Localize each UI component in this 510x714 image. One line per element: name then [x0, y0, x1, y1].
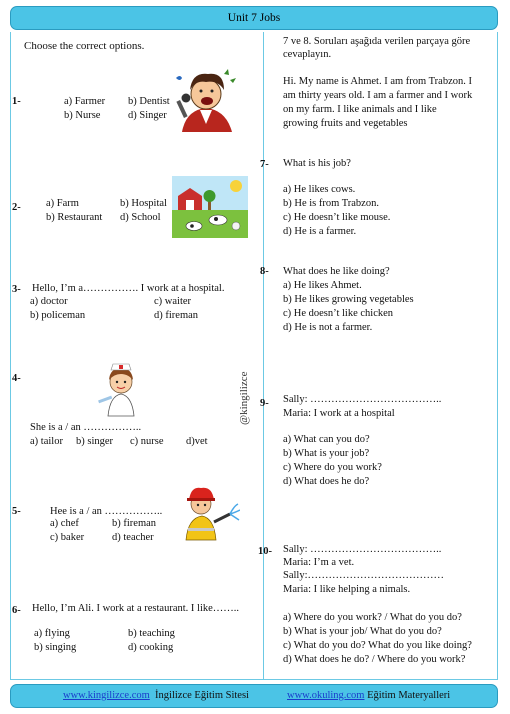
q10-option-d[interactable]: d) What does he do? / Where do you work? — [283, 654, 466, 665]
q10-dialog-line4: Maria: I like helping a nimals. — [283, 584, 411, 595]
singer-icon — [172, 66, 242, 134]
q6-option-c[interactable]: b) teaching — [128, 628, 175, 639]
q5-option-c[interactable]: c) baker — [50, 532, 85, 543]
passage-instruction-line2: cevaplayın. — [283, 49, 332, 60]
q5-number: 5- — [12, 506, 21, 517]
column-divider — [263, 32, 264, 680]
q3-number: 3- — [12, 284, 21, 295]
q6-stem: Hello, I’m Ali. I work at a restaurant. I like…….. — [32, 603, 240, 614]
passage-line-3: on my farm. I like animals and I like — [283, 104, 437, 115]
q1-option-b[interactable]: b) Dentist — [128, 96, 170, 107]
q5-option-a[interactable]: a) chef — [50, 518, 79, 529]
q10-dialog-line1: Sally: ……………………………….. — [283, 544, 442, 555]
q4-stem: She is a / an …………….. — [30, 422, 142, 433]
q1-option-c[interactable]: b) Nurse — [64, 110, 101, 121]
footer-text-1: İngilizce Eğitim Sitesi — [155, 690, 249, 701]
q4-number: 4- — [12, 373, 21, 384]
q4-option-d[interactable]: d)vet — [186, 436, 208, 447]
q10-dialog-line3: Sally:………………………………… — [283, 570, 445, 581]
q6-option-d[interactable]: d) cooking — [128, 642, 174, 653]
q7-number: 7- — [260, 159, 269, 170]
footer-text-2: Eğitim Materyalleri — [367, 690, 451, 701]
footer-left — [63, 685, 249, 707]
q1-option-d[interactable]: d) Singer — [128, 110, 167, 121]
q6-option-a[interactable]: a) flying — [34, 628, 70, 639]
q5-option-b[interactable]: b) fireman — [112, 518, 157, 529]
q9-dialog-line2: Maria: I work at a hospital — [283, 408, 395, 419]
q8-option-a[interactable]: a) He likes Ahmet. — [283, 280, 362, 291]
q8-option-d[interactable]: d) He is not a farmer. — [283, 322, 373, 333]
footer-bar — [10, 684, 498, 708]
q9-option-c[interactable]: c) Where do you work? — [283, 462, 382, 473]
q6-option-b[interactable]: b) singing — [34, 642, 77, 653]
nurse-icon — [98, 362, 144, 418]
q4-option-a[interactable]: a) tailor — [30, 436, 63, 447]
q10-option-c[interactable]: c) What do you do? What do you like doing? — [283, 640, 472, 651]
passage-line-4: growing fruits and vegetables — [283, 118, 408, 129]
q10-dialog-line2: Maria: I’m a vet. — [283, 557, 355, 568]
q3-option-d[interactable]: d) fireman — [154, 310, 199, 321]
q7-option-b[interactable]: b) He is from Trabzon. — [283, 198, 379, 209]
okuling-link[interactable]: www.okuling.com — [287, 690, 365, 701]
footer-right — [287, 685, 450, 707]
q2-option-a[interactable]: a) Farm — [46, 198, 79, 209]
q4-option-b[interactable]: b) singer — [76, 436, 114, 447]
q2-option-c[interactable]: b) Restaurant — [46, 212, 103, 223]
q9-option-a[interactable]: a) What can you do? — [283, 434, 370, 445]
q7-stem: What is his job? — [283, 158, 351, 169]
q10-option-b[interactable]: b) What is your job/ What do you do? — [283, 626, 442, 637]
q3-option-b[interactable]: b) policeman — [30, 310, 86, 321]
q10-option-a[interactable]: a) Where do you work? / What do you do? — [283, 612, 462, 623]
q7-option-c[interactable]: c) He doesn’t like mouse. — [283, 212, 391, 223]
q5-option-d[interactable]: d) teacher — [112, 532, 154, 543]
fireman-icon — [178, 484, 240, 542]
q8-stem: What does he like doing? — [283, 266, 390, 277]
q4-option-c[interactable]: c) nurse — [130, 436, 164, 447]
q7-option-a[interactable]: a) He likes cows. — [283, 184, 356, 195]
q9-option-b[interactable]: b) What is your job? — [283, 448, 370, 459]
q8-option-b[interactable]: b) He likes growing vegetables — [283, 294, 414, 305]
q1-number: 1- — [12, 96, 21, 107]
q3-stem: Hello, I’m a……………. I work at a hospital. — [32, 283, 225, 294]
watermark: @kingilizce — [238, 371, 250, 425]
q2-option-b[interactable]: b) Hospital — [120, 198, 167, 209]
q5-stem: Hee is a / an …………….. — [50, 506, 163, 517]
q2-number: 2- — [12, 202, 21, 213]
title-bar — [10, 6, 498, 30]
q9-number: 9- — [260, 398, 269, 409]
q1-option-a[interactable]: a) Farmer — [64, 96, 106, 107]
passage-line-1: Hi. My name is Ahmet. I am from Trabzon. I — [283, 76, 472, 87]
q3-option-a[interactable]: a) doctor — [30, 296, 68, 307]
passage-line-2: am thirty years old. I am a farmer and I work — [283, 90, 473, 101]
q9-dialog-line1: Sally: ……………………………….. — [283, 394, 442, 405]
q9-option-d[interactable]: d) What does he do? — [283, 476, 370, 487]
q6-number: 6- — [12, 605, 21, 616]
farm-icon — [172, 176, 248, 238]
instruction: Choose the correct options. — [24, 40, 145, 52]
q7-option-d[interactable]: d) He is a farmer. — [283, 226, 357, 237]
q3-option-c[interactable]: c) waiter — [154, 296, 192, 307]
q8-number: 8- — [260, 266, 269, 277]
passage-instruction-line1: 7 ve 8. Soruları aşağıda verilen parçaya göre — [283, 36, 471, 47]
q10-number: 10- — [258, 546, 272, 557]
q2-option-d[interactable]: d) School — [120, 212, 161, 223]
q8-option-c[interactable]: c) He doesn’t like chicken — [283, 308, 394, 319]
kingilizce-link[interactable]: www.kingilizce.com — [63, 690, 150, 701]
page-title: Unit 7 Jobs — [227, 12, 281, 24]
